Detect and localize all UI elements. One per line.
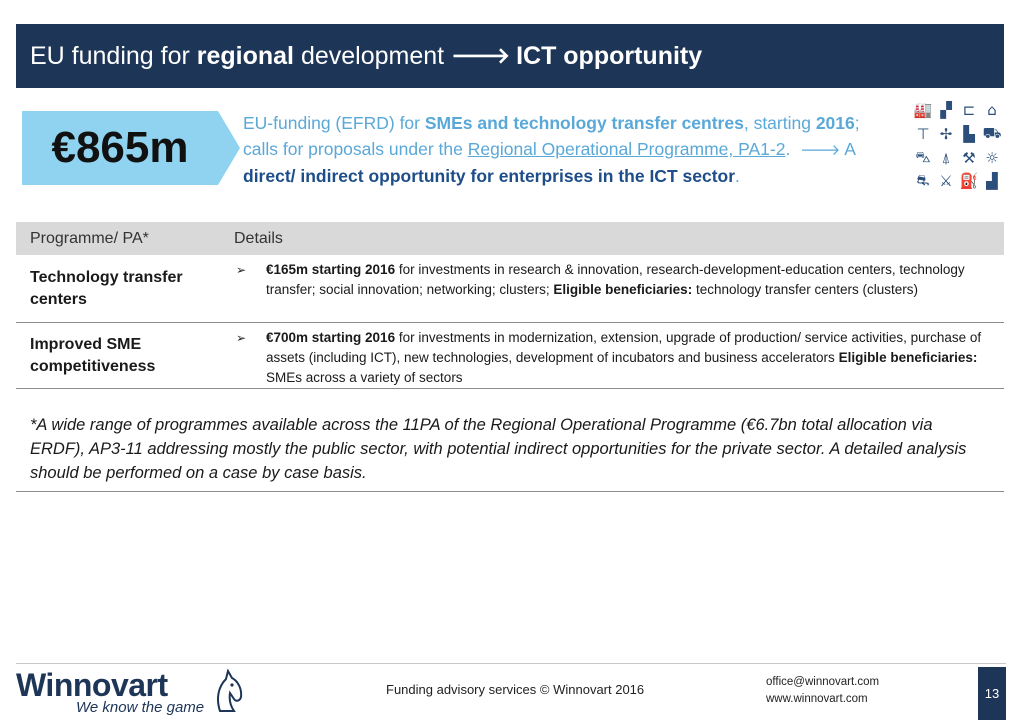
details-bold-eligible: Eligible beneficiaries: [553, 282, 693, 297]
car-icon: ⛍ [915, 147, 931, 166]
header-details: Details [234, 229, 283, 247]
greenhouse-icon: ⌂ [987, 101, 997, 119]
lightbulb-icon: ☼ [985, 148, 999, 167]
tools-icon: ⚔ [939, 172, 953, 191]
table-row [16, 255, 1004, 323]
title-part-2: development [294, 41, 452, 70]
factory-icon: 🏭 [913, 101, 933, 119]
funding-summary [243, 110, 893, 189]
summary-text-4: . [785, 139, 801, 159]
details-body: for investments in research & innovation, research-development-education centers, technology transfer; social innovation; networking; clusters; [266, 262, 965, 297]
footnote: *A wide range of programmes available across the 11PA of the Regional Operational Programme (€6.7bn total allocation via ERDF), AP3-11 addressing mostly the public sector, with potential indirect opportunities for the private sector. A detailed analysis should be performed on a case by case basis. [16, 413, 1004, 492]
summary-text-3: ; calls for proposals under the [243, 113, 860, 159]
industry-icon: ▞ [940, 101, 952, 119]
details-text [266, 260, 1004, 316]
programme-details [234, 255, 1004, 322]
summary-text-1: EU-funding (EFRD) for [243, 113, 425, 133]
amount-value: €865m [51, 123, 189, 172]
summary-text-2: , starting [743, 113, 816, 133]
footer-copyright: Funding advisory services © Winnovart 2016 [386, 682, 645, 697]
table-header [16, 222, 1004, 255]
slide-title [16, 24, 1004, 88]
crane-icon: ⊤ [916, 124, 930, 143]
details-bold-amount: €700m starting 2016 [266, 330, 396, 345]
title-arrow-icon: 🡒 [451, 44, 511, 69]
car-front-icon: ⛐ [916, 171, 930, 190]
details-body: for investments in modernization, extension, upgrade of production/ service activities, purchase of assets (including ICT), new technologies, development of incubators and business accelerators [266, 330, 982, 365]
contact-email[interactable]: office@winnovart.com [766, 676, 880, 688]
power-tower-icon: ⍋ [941, 148, 951, 167]
header-programme: Programme/ PA* [30, 229, 149, 247]
plant-icon: ▙ [963, 124, 975, 143]
summary-arrow-icon: 🡒 [800, 141, 841, 159]
contact-website[interactable]: www.winnovart.com [766, 693, 868, 705]
programmes-table [16, 222, 1004, 389]
oil-pump-icon: ⚒ [962, 148, 976, 167]
summary-text-5: A [840, 139, 855, 159]
details-bold-amount: €165m starting 2016 [266, 262, 396, 277]
amount-arrow-shape [218, 111, 240, 185]
horse-head-icon [212, 669, 246, 713]
programme-name: Technology transfer centers [30, 268, 183, 308]
bullet-arrow-icon: ➢ [236, 331, 247, 345]
title-bold-regional: regional [196, 41, 295, 70]
pipeline-icon: ⊏ [962, 101, 976, 119]
footer-divider [16, 663, 1006, 664]
logo-wordmark: Winnovart [16, 667, 168, 703]
regional-programme-link[interactable]: Regional Operational Programme, PA1-2 [467, 139, 786, 159]
city-icon: ▟ [986, 172, 998, 191]
truck-icon: ⛟ [982, 123, 1002, 142]
programme-details [234, 323, 1004, 388]
title-bold-ict: ICT opportunity [516, 41, 703, 70]
summary-bold-year: 2016 [815, 113, 855, 133]
summary-opportunity: direct/ indirect opportunity for enterprises in the ICT sector [243, 166, 736, 186]
title-part-1: EU funding for [30, 41, 197, 70]
bullet-arrow-icon: ➢ [236, 263, 247, 277]
details-bold-eligible: Eligible beneficiaries: [838, 350, 978, 365]
summary-bold-smes: SMEs and technology transfer centres [424, 113, 744, 133]
logo-tagline: We know the game [76, 699, 205, 716]
company-logo [16, 667, 256, 717]
industry-icon-grid [913, 100, 1005, 192]
page-number: 13 [978, 667, 1006, 720]
wind-turbine-icon: ✢ [939, 124, 953, 143]
summary-text-6: . [735, 166, 740, 186]
contact-info [766, 674, 879, 708]
programme-name: Improved SME competitiveness [30, 335, 156, 375]
details-beneficiaries: SMEs across a variety of sectors [266, 370, 463, 385]
details-beneficiaries: technology transfer centers (clusters) [692, 282, 919, 297]
details-text [266, 328, 1004, 385]
table-row [16, 323, 1004, 389]
fuel-icon: ⛽ [959, 172, 979, 191]
